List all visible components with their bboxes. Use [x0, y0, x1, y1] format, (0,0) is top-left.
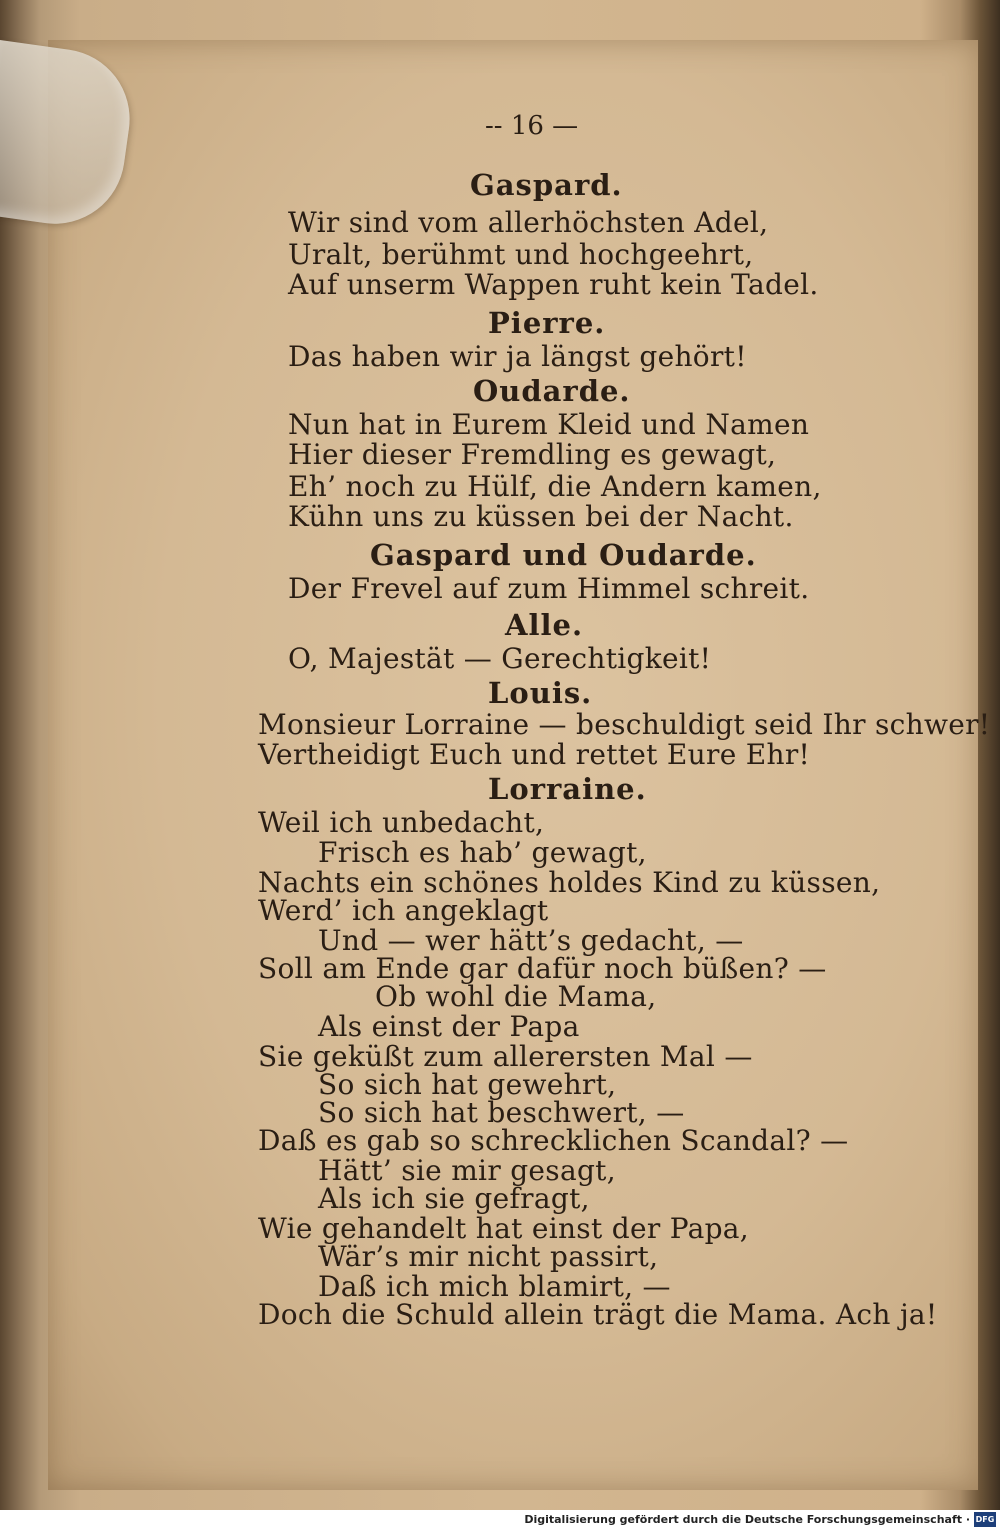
verse-line: Doch die Schuld allein trägt die Mama. Ach ja!	[258, 1298, 938, 1331]
verse-line: Monsieur Lorraine — beschuldigt seid Ihr schwer!	[258, 708, 991, 741]
verse-line: Sie geküßt zum allerersten Mal —	[258, 1040, 753, 1073]
speaker-alle: Alle.	[505, 608, 584, 642]
verse-line: Daß ich mich blamirt, —	[318, 1270, 671, 1303]
verse-line: Hier dieser Fremdling es gewagt,	[288, 438, 777, 471]
verse-line: Nun hat in Eurem Kleid und Namen	[288, 408, 810, 441]
page-number: -- 16 —	[485, 111, 579, 141]
speaker-gaspard: Gaspard.	[470, 168, 623, 202]
verse-line: Hätt’ sie mir gesagt,	[318, 1154, 616, 1187]
verse-line: Als einst der Papa	[318, 1010, 580, 1043]
verse-line: Nachts ein schönes holdes Kind zu küssen,	[258, 866, 881, 899]
verse-line: Der Frevel auf zum Himmel schreit.	[288, 572, 810, 605]
verse-line: Und — wer hätt’s gedacht, —	[318, 924, 744, 957]
verse-line: O, Majestät — Gerechtigkeit!	[288, 642, 712, 675]
verse-line: Daß es gab so schrecklichen Scandal? —	[258, 1124, 849, 1157]
verse-line: Als ich sie gefragt,	[318, 1182, 590, 1215]
verse-line: Soll am Ende gar dafür noch büßen? —	[258, 952, 827, 985]
verse-line: Vertheidigt Euch und rettet Eure Ehr!	[258, 738, 811, 771]
verse-line: Ob wohl die Mama,	[375, 980, 657, 1013]
verse-line: Wir sind vom allerhöchsten Adel,	[288, 206, 769, 239]
verse-line: Auf unserm Wappen ruht kein Tadel.	[288, 268, 819, 301]
speaker-louis: Louis.	[488, 676, 593, 710]
footer-credit: Digitalisierung gefördert durch die Deutsche Forschungsgemeinschaft ·	[524, 1513, 970, 1526]
verse-line: Eh’ noch zu Hülf, die Andern kamen,	[288, 470, 822, 503]
speaker-pierre: Pierre.	[488, 306, 606, 340]
verse-line: So sich hat gewehrt,	[318, 1068, 617, 1101]
speaker-oudarde: Oudarde.	[473, 374, 631, 408]
verse-line: Kühn uns zu küssen bei der Nacht.	[288, 500, 794, 533]
verse-line: Das haben wir ja längst gehört!	[288, 340, 747, 373]
verse-line: Wär’s mir nicht passirt,	[318, 1240, 659, 1273]
verse-line: So sich hat beschwert, —	[318, 1096, 685, 1129]
verse-line: Wie gehandelt hat einst der Papa,	[258, 1212, 749, 1245]
verse-line: Werd’ ich angeklagt	[258, 894, 549, 927]
speaker-gaspard-oudarde: Gaspard und Oudarde.	[370, 538, 757, 572]
dfg-logo: DFG	[974, 1512, 996, 1527]
verse-line: Uralt, berühmt und hochgeehrt,	[288, 238, 754, 271]
verse-line: Frisch es hab’ gewagt,	[318, 836, 647, 869]
footer-bar	[0, 1510, 1000, 1530]
speaker-lorraine: Lorraine.	[488, 772, 647, 806]
verse-line: Weil ich unbedacht,	[258, 806, 545, 839]
